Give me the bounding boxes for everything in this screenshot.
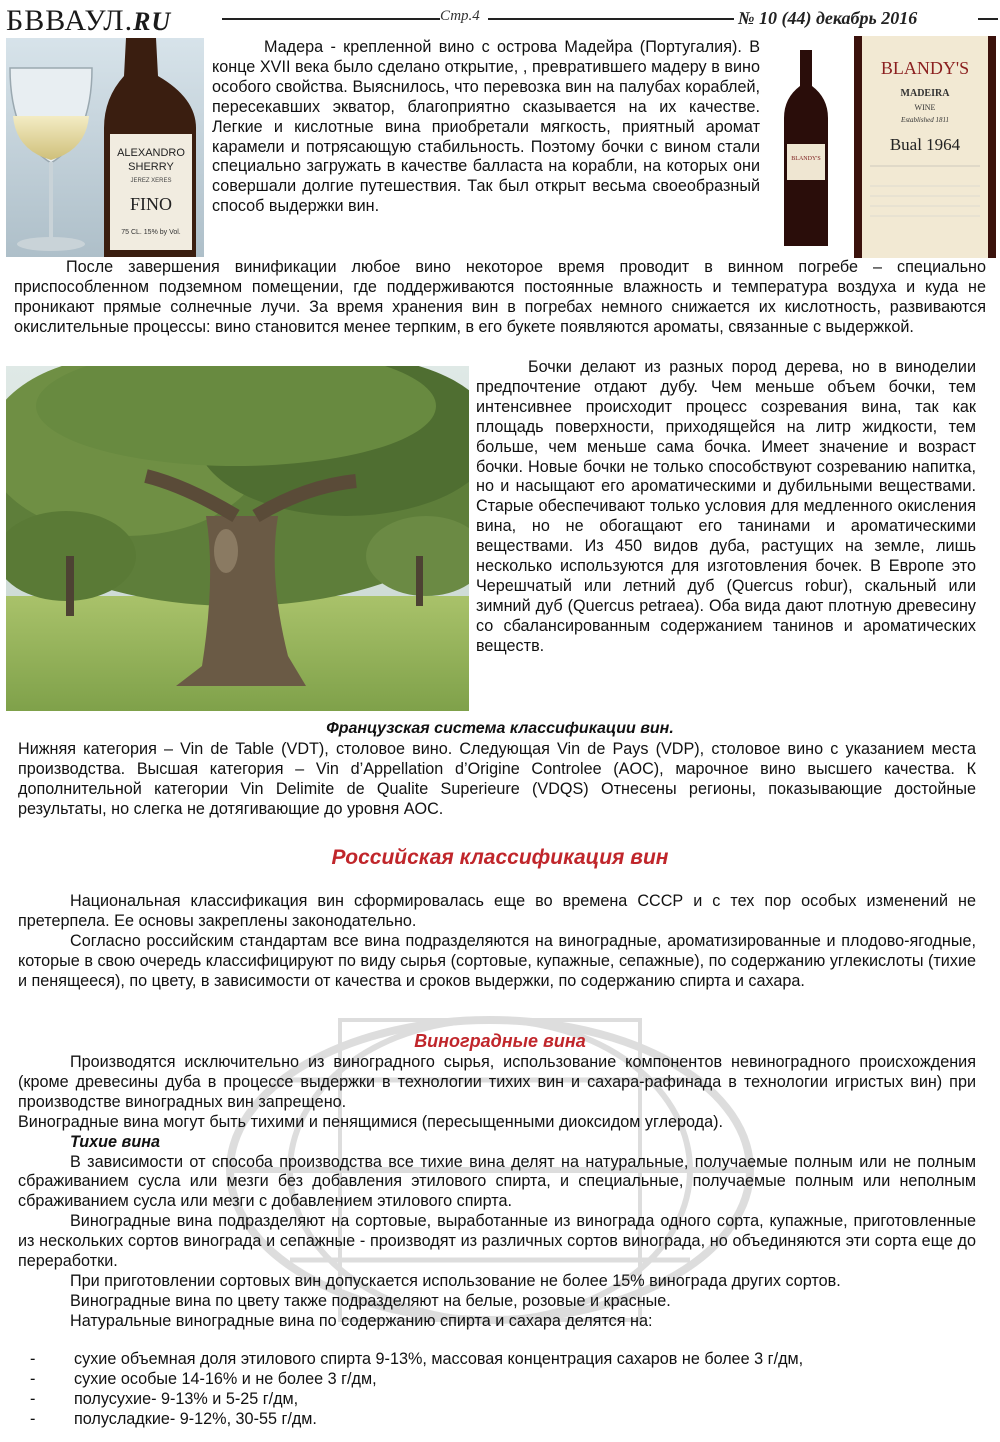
logo-main: БВВАУЛ.	[6, 4, 134, 37]
sherry-label-vol: 75 CL. 15% by Vol.	[121, 229, 181, 236]
still-wines-title: Тихие вина	[70, 1132, 160, 1151]
aging-text: После завершения винификации любое вино некоторое время проводит в винном погребе – специально приспособленном подземном помещении, где поддерживаются постоянные влажность и температура воздуха и куда не проникают прямые солнечные лучи. За время хранения вин в погребах немного снижается их кислотность, развиваются окислительные процессы: вино становится менее терпким, в его букете появляются ароматы, связанные с выдержкой.	[14, 258, 986, 336]
madeira-label-region: MADEIRA	[900, 88, 950, 99]
madeira-label-est: Established 1811	[901, 116, 949, 124]
list-item: - полусладкие- 9-12%, 30-55 г/дм.	[18, 1410, 978, 1430]
grape-p5: При приготовлении сортовых вин допускается использование не более 15% винограда других сортов.	[70, 1271, 841, 1290]
barrels-paragraph	[476, 358, 976, 657]
sherry-photo	[6, 38, 204, 257]
grape-p3: В зависимости от способа производства все тихие вина делят на натуральные, получаемые полным или не полным сбраживанием сусла или мезги без добавления этилового спирта, и специальные, получаемые полным или неполным сбраживанием сусла или мезги с добавлением этилового спирта.	[18, 1152, 976, 1211]
list-item: - полусухие- 9-13% и 5-25 г/дм,	[18, 1390, 978, 1410]
russian-p2: Согласно российским стандартам все вина подразделяются на виноградные, ароматизированные и плодово-ягодные, которые в свою очередь классифицируют по виду сырья (сортовые, купажные, сепажные), по содержанию углекислоты (тихие и пенящееся), по цвету, в зависимости от качества и сроков выдержки, по содержанию спирта и сахара.	[18, 931, 976, 990]
sherry-label-brand: ALEXANDRO	[117, 147, 185, 159]
grape-p2: Виноградные вина могут быть тихими и пенящимися (пересыщенными диоксидом углерода).	[18, 1112, 724, 1131]
french-classification-text: Нижняя категория – Vin de Table (VDT), столовое вино. Следующая Vin de Pays (VDP), столовое вино с указанием места производства. Высшая категория – Vin d’Appellation d’Origine Controlee (AOC), марочное вино высшего качества. К дополнительной категории Vin Delimite de Qualite Superieure (VDQS) Отнесены регионы, показывающие достойные результаты, но слегка не дотягивающие до уровня AOC.	[18, 740, 976, 818]
grape-wines-body	[18, 1053, 976, 1332]
russian-classification-body	[18, 892, 976, 992]
aging-paragraph	[14, 258, 986, 338]
madeira-paragraph	[212, 38, 760, 217]
grape-p7: Натуральные виноградные вина по содержанию спирта и сахара делятся на:	[70, 1311, 653, 1330]
sugar-alcohol-list	[18, 1350, 978, 1430]
header-rule	[488, 18, 734, 20]
french-classification-paragraph	[18, 740, 976, 820]
madeira-label-vintage: Bual 1964	[889, 135, 961, 154]
french-classification-title: Французская система классификации вин.	[326, 720, 674, 737]
madeira-small-brand: BLANDY'S	[791, 156, 821, 162]
sherry-label-small: JEREZ XERES	[130, 178, 172, 184]
header-rule	[978, 18, 998, 20]
logo-suffix: RU	[133, 7, 172, 36]
madeira-text: Мадера - крепленной вино с острова Мадейра (Португалия). В конце XVII века было сделано открытие, , превратившего мадеру в вино особого свойства. Выяснилось, что перевозка вин на палубах кораблей, пересекавших экватор, благоприятно сказывается на их качестве. Легкие и кислотные вина приобретали мягкость, приятный аромат карамели и потрясающую стабильность. Поэтому бочки с вином стали специально загружать в качестве балласта на корабли, на которых они совершали долгие путешествия. Так был открыт весьма своеобразный способ выдержки вин.	[212, 38, 760, 216]
magazine-logo	[6, 4, 171, 38]
madeira-label-wine: WINE	[914, 103, 936, 112]
grape-p4: Виноградные вина подразделяют на сортовые, выработанные из винограда одного сорта, купажные, приготовленные из нескольких сортов винограда и сепажные - производят из различных сортов винограда, но объединяются эти сорта еще до переработки.	[18, 1212, 976, 1271]
grape-p6: Виноградные вина по цвету также подразделяют на белые, розовые и красные.	[70, 1291, 671, 1310]
issue-label: № 10 (44) декабрь 2016	[738, 8, 918, 28]
grape-wines-title: Виноградные вина	[414, 1031, 586, 1051]
grape-p1: Производятся исключительно из виноградного сырья, использование компонентов невиноградного происхождения (кроме древесины дуба в процессе выдержки в технологии тихих вин и сахара-рафинада в технологии игристых вин) при производстве виноградных вин запрещено.	[18, 1053, 976, 1111]
barrels-text: Бочки делают из разных пород дерева, но в виноделии предпочтение отдают дубу. Чем меньше объем бочки, тем интенсивнее происходит процесс созревания вина, так как площадь поверхности, приходящейся на литр жидкости, тем больше, чем меньше сама бочка. Имеет значение и возраст бочки. Новые бочки не только способствуют созреванию напитка, но и насыщают его ароматическими и дубильными веществами. Старые обеспечивают только условия для медленного окисления вина, но не обогащают его танинами и ароматическими веществами. Из 450 видов дуба, растущих на земле, лишь несколько используются для изготовления бочек. В Европе это Черешчатый или летний дуб (Quercus robur), скальный или зимний дуб (Quercus petraea). Оба вида дают плотную древесину со сбалансированным содержанием танинов и ароматических веществ.	[476, 358, 976, 655]
sherry-label-brand2: SHERRY	[128, 161, 174, 173]
oak-tree-photo	[6, 366, 469, 711]
madeira-label-brand: BLANDY'S	[880, 58, 970, 78]
russian-p1: Национальная классификация вин сформировалась еще во времена СССР и с тех пор особых изменений не претерпела. Ее основы закреплены законодательно.	[18, 892, 976, 930]
page-number: Стр.4	[440, 8, 480, 24]
list-item: - сухие объемная доля этилового спирта 9-13%, массовая концентрация сахаров не более 3 г/дм,	[18, 1350, 978, 1370]
madeira-photo	[766, 36, 996, 258]
sherry-label-type: FINO	[129, 194, 173, 214]
header-rule	[222, 18, 440, 20]
russian-classification-title: Российская классификация вин	[331, 846, 669, 869]
list-item: - сухие особые 14-16% и не более 3 г/дм,	[18, 1370, 978, 1390]
